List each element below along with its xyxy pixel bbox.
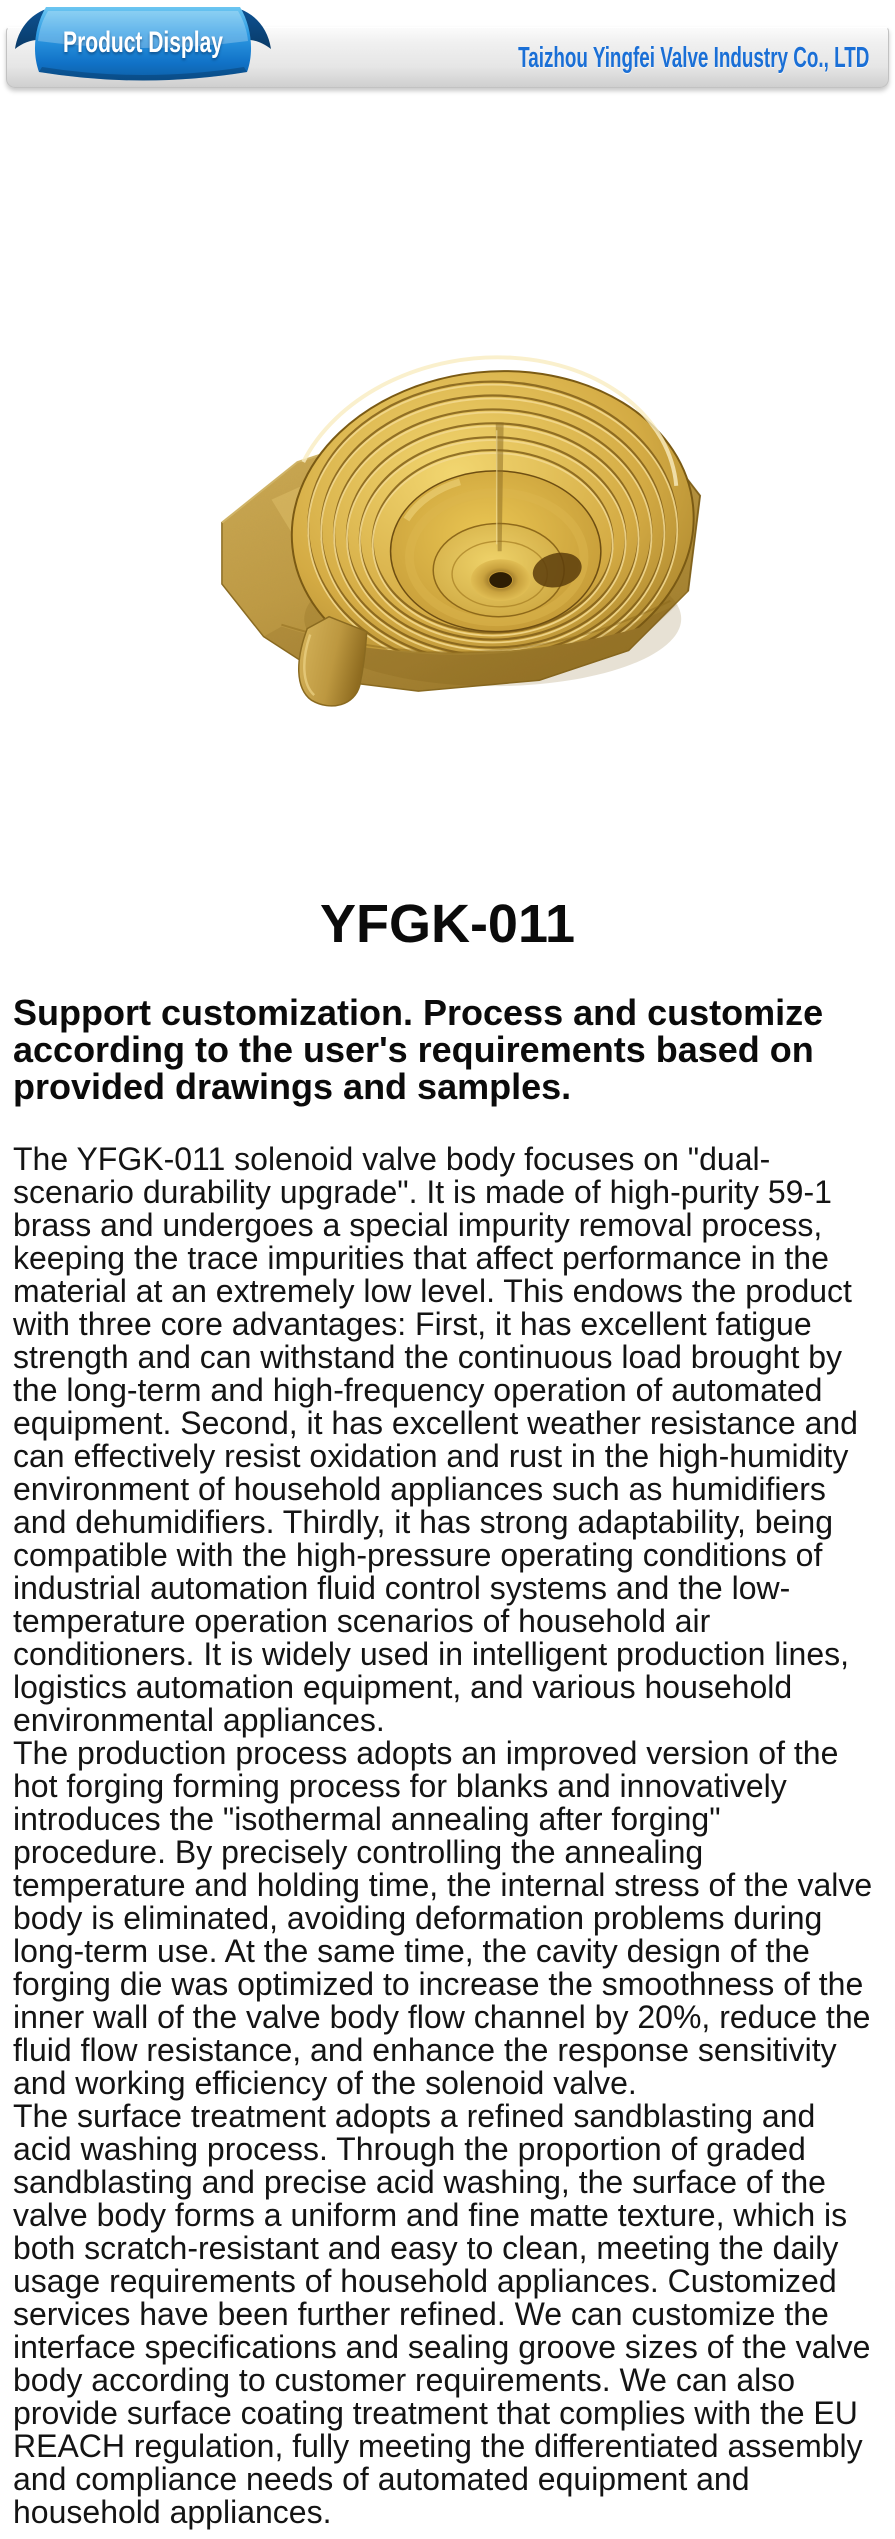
product-photo xyxy=(0,96,895,888)
description-paragraph: The surface treatment adopts a refined sandblasting and acid washing process. Through the proportion of graded sandblasting and precise acid washing, the surface of the valve body forms a uniform and fine matte texture, which is both scratch-resistant and easy to clean, meeting the daily usage requirements of household appliances. Customized services have been further refined. We can customize the interface specifications and sealing groove sizes of the valve body according to customer requirements. We can also provide surface coating treatment that complies with the EU REACH regulation, fully meeting the differentiated assembly and compliance needs of automated equipment and household appliances. xyxy=(13,2098,871,2530)
brass-valve-illustration xyxy=(212,190,708,730)
product-description xyxy=(13,1143,882,2529)
description-paragraph: The production process adopts an improved version of the hot forging forming process for blanks and innovatively introduces the "isothermal annealing after forging" procedure. By precisely controlling the annealing temperature and holding time, the internal stress of the valve body is eliminated, avoiding deformation problems during long-term use. At the same time, the cavity design of the forging die was optimized to increase the smoothness of the inner wall of the valve body flow channel by 20%, reduce the fluid flow resistance, and enhance the response sensitivity and working efficiency of the solenoid valve. xyxy=(13,1735,873,2101)
description-paragraph: The YFGK-011 solenoid valve body focuses on "dual-scenario durability upgrade". It is made of high-purity 59-1 brass and undergoes a special impurity removal process, keeping the trace impurities that affect performance in the material at an extremely low level. This endows the product with three core advantages: First, it has excellent fatigue strength and can withstand the continuous load brought by the long-term and high-frequency operation of automated equipment. Second, it has excellent weather resistance and can effectively resist oxidation and rust in the high-humidity environment of household appliances such as humidifiers and dehumidifiers. Thirdly, it has strong adaptability, being compatible with the high-pressure operating conditions of industrial automation fluid control systems and the low-temperature operation scenarios of household air conditioners. It is widely used in intelligent production lines, logistics automation equipment, and various household environmental appliances. xyxy=(13,1141,858,1738)
product-display-ribbon xyxy=(12,3,274,87)
valve-leg xyxy=(299,617,367,706)
product-subtitle: Support customization. Process and customize according to the user's requirements based on provided drawings and samples. xyxy=(13,992,824,1107)
company-name: Taizhou Yingfei Valve Industry Co., LTD xyxy=(517,42,869,74)
page-header xyxy=(0,0,895,96)
product-model-title: YFGK-011 xyxy=(319,894,576,954)
product-display-badge: Product Display xyxy=(63,26,223,59)
